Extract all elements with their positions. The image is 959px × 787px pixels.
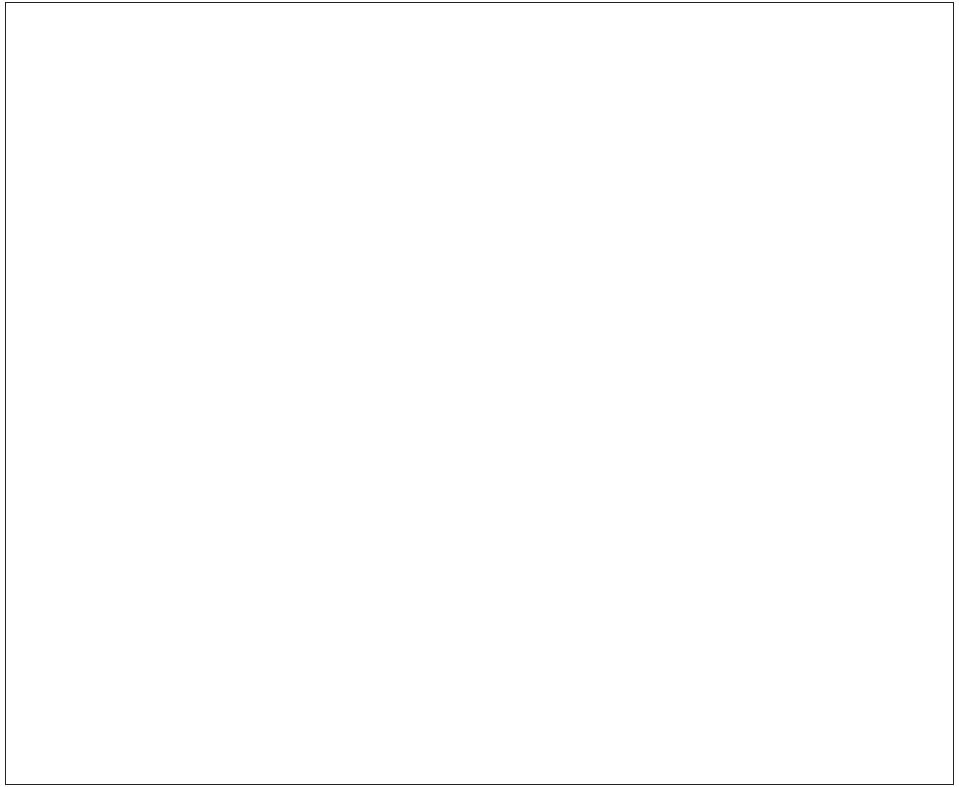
table-frame <box>5 2 954 785</box>
